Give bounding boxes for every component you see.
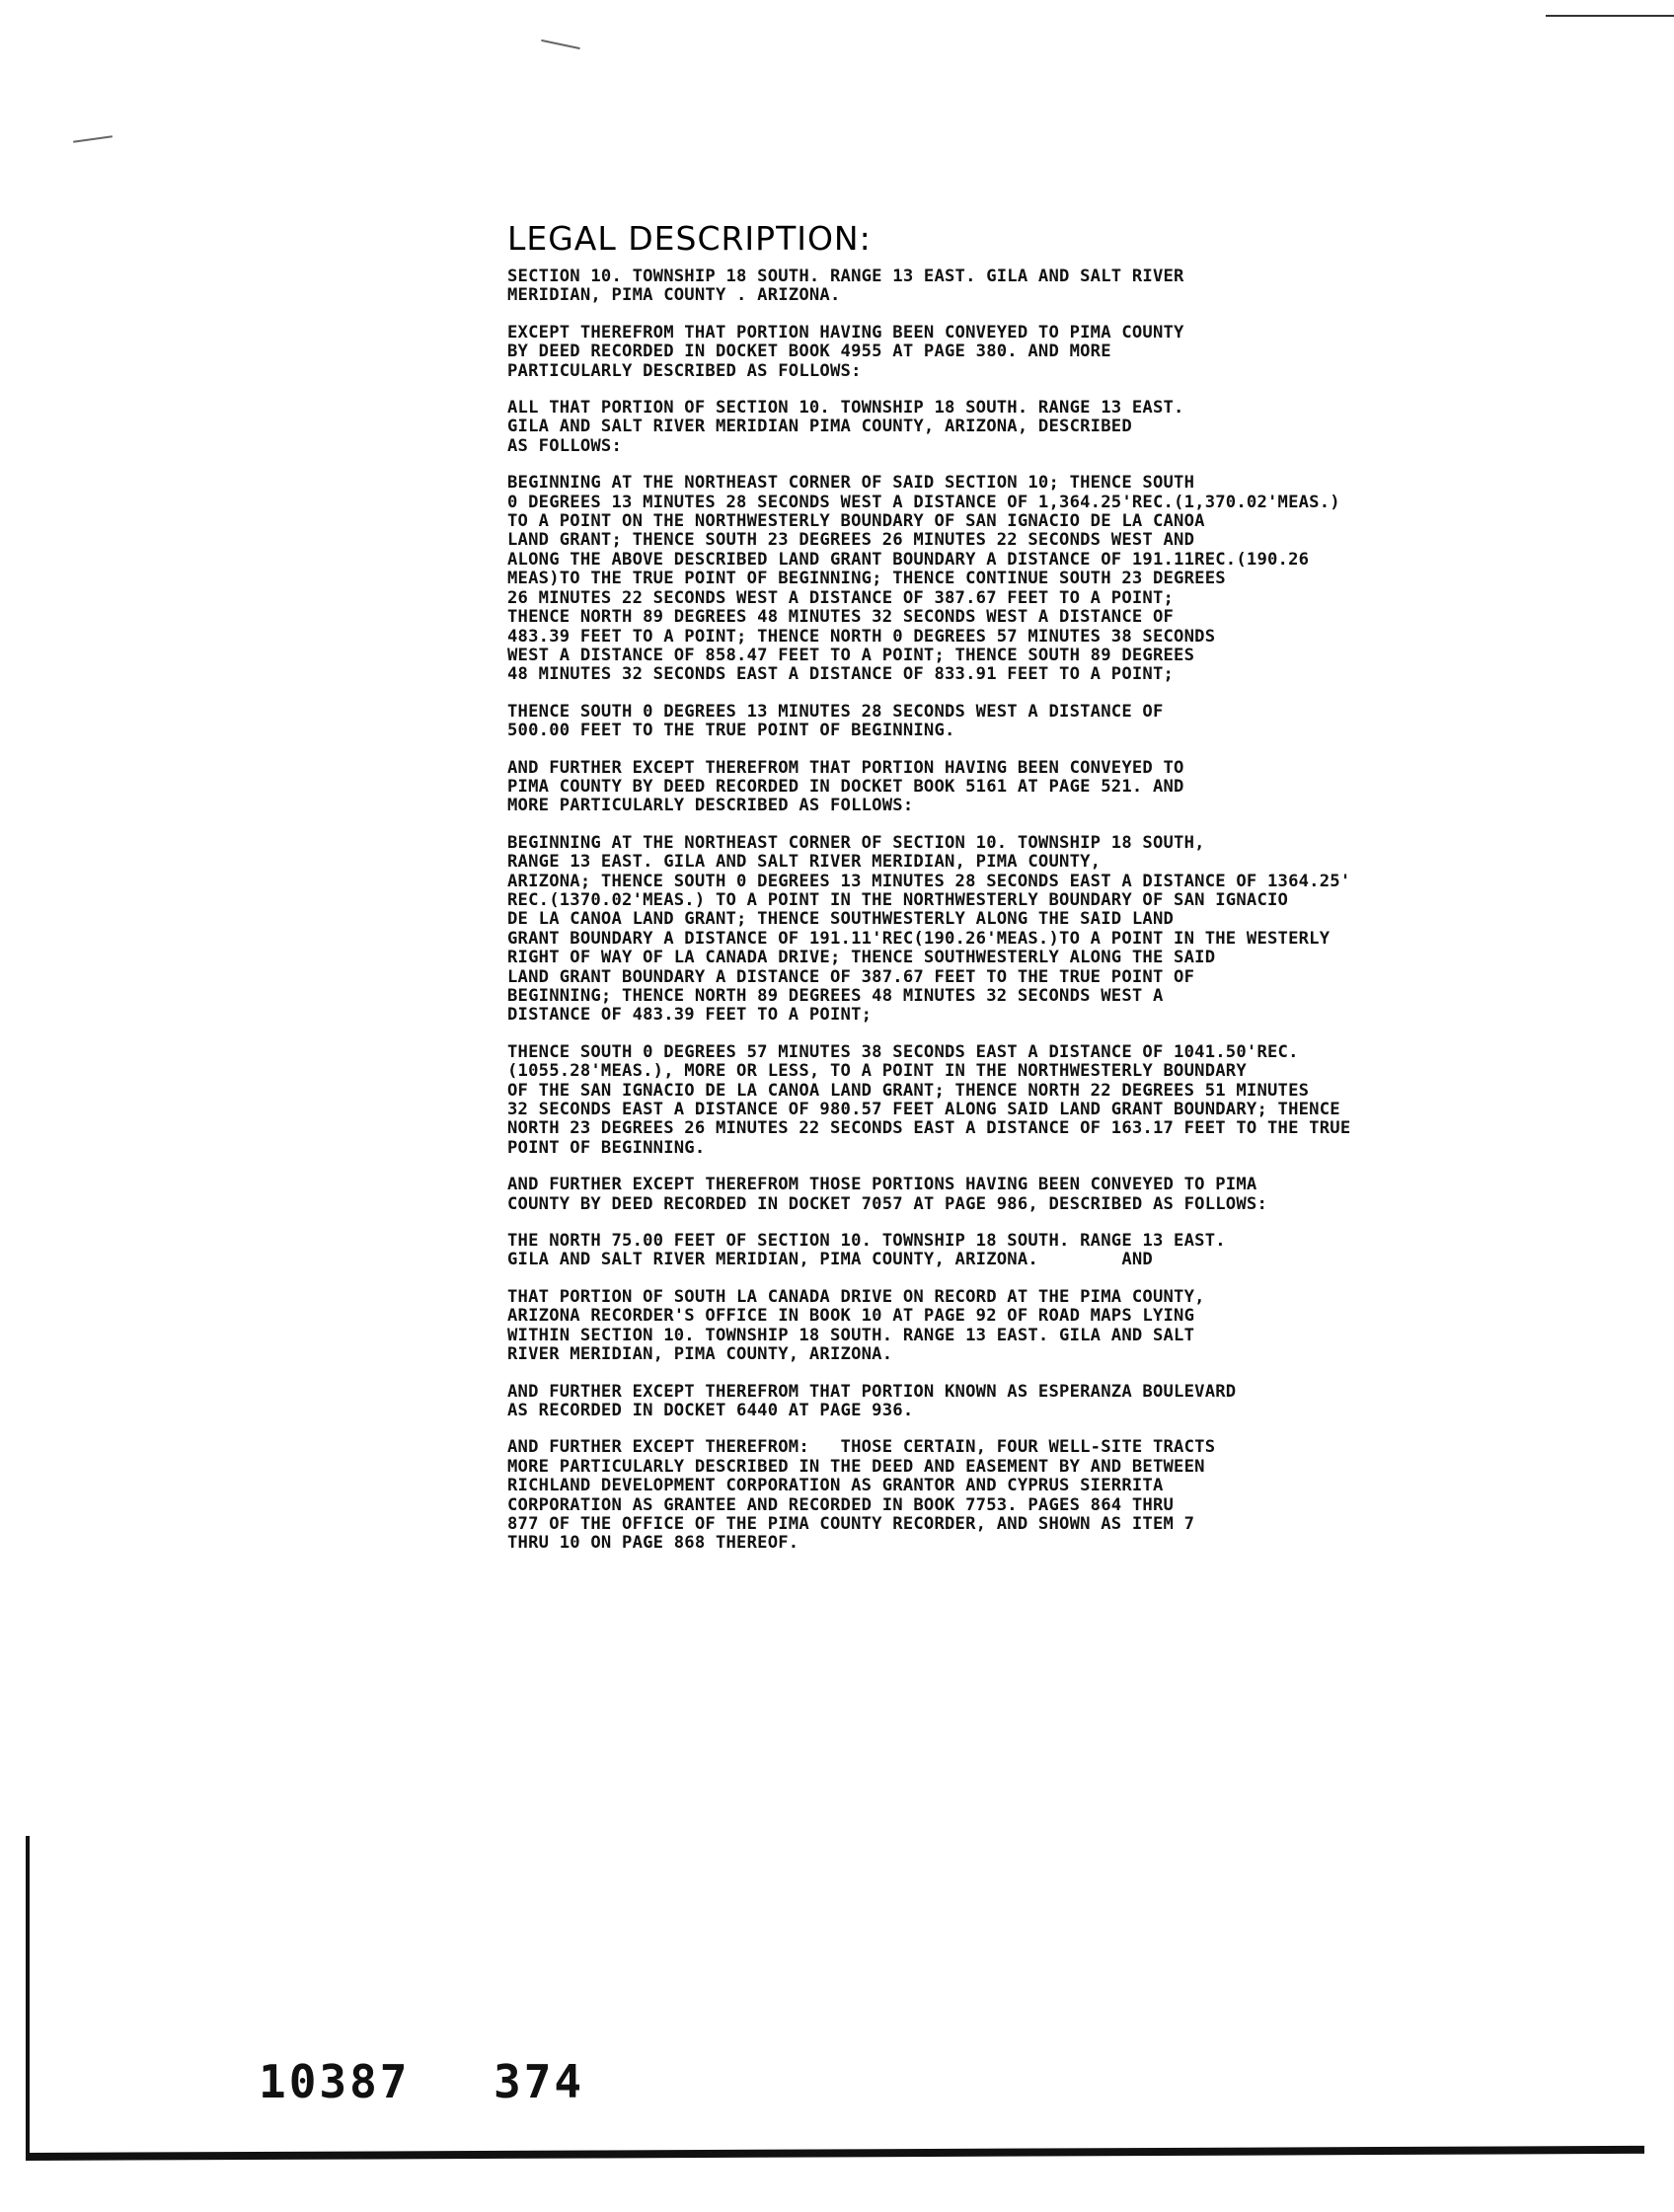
paragraph-2: EXCEPT THEREFROM THAT PORTION HAVING BEEN CONVEYED TO PIMA COUNTY BY DEED RECORDED IN DOCKET BOOK 4955 AT PAGE 380. AND MORE PARTICULARLY DESCRIBED AS FOLLOWS: [507,322,1184,381]
paragraph-8: THENCE SOUTH 0 DEGREES 57 MINUTES 38 SECONDS EAST A DISTANCE OF 1041.50'REC. (1055.28'MEAS.), MORE OR LESS, TO A POINT IN THE NORTHWESTERLY BOUNDARY OF THE SAN IGNACIO DE LA CANOA LAND GRANT; THENCE NORTH 22 DEGREES 51 MINUTES 32 SECONDS EAST A DISTANCE OF 980.57 FEET ALONG SAID LAND GRANT BOUNDARY; THENCE NORTH 23 DEGREES 26 MINUTES 22 SECONDS EAST A DISTANCE OF 163.17 FEET TO THE TRUE POINT OF BEGINNING. [507,1041,1351,1158]
paragraph-7: BEGINNING AT THE NORTHEAST CORNER OF SECTION 10. TOWNSHIP 18 SOUTH, RANGE 13 EAST. GILA AND SALT RIVER MERIDIAN, PIMA COUNTY, ARIZONA; THENCE SOUTH 0 DEGREES 13 MINUTES 28 SECONDS EAST A DISTANCE OF 1364.25' REC.(1370.02'MEAS.) TO A POINT IN THE NORTHWESTERLY BOUNDARY OF SAN IGNACIO DE LA CANOA LAND GRANT; THENCE SOUTHWESTERLY ALONG THE SAID LAND GRANT BOUNDARY A DISTANCE OF 191.11'REC(190.26'MEAS.)TO A POINT IN THE WESTERLY RIGHT OF WAY OF LA CANADA DRIVE; THENCE SOUTHWESTERLY ALONG THE SAID LAND GRANT BOUNDARY A DISTANCE OF 387.67 FEET TO THE TRUE POINT OF BEGINNING; THENCE NORTH 89 DEGREES 48 MINUTES 32 SECONDS WEST A DISTANCE OF 483.39 FEET TO A POINT; [507,832,1351,1026]
legal-description [507,219,1563,1571]
bottom-border-line [26,2146,1644,2161]
paragraph-12: AND FURTHER EXCEPT THEREFROM THAT PORTION KNOWN AS ESPERANZA BOULEVARD AS RECORDED IN DOCKET 6440 AT PAGE 936. [507,1381,1237,1420]
paragraph-5: THENCE SOUTH 0 DEGREES 13 MINUTES 28 SECONDS WEST A DISTANCE OF 500.00 FEET TO THE TRUE POINT OF BEGINNING. [507,701,1164,741]
scan-artifact-line [1546,15,1674,17]
page-number: 374 [494,2055,585,2108]
left-border-line [26,1836,30,2157]
page-title: LEGAL DESCRIPTION: [507,219,872,258]
scan-artifact-mark [541,39,580,49]
scan-artifact-mark [73,135,113,143]
docket-number: 10387 [259,2055,411,2108]
paragraph-10: THE NORTH 75.00 FEET OF SECTION 10. TOWNSHIP 18 SOUTH. RANGE 13 EAST. GILA AND SALT RIVER MERIDIAN, PIMA COUNTY, ARIZONA. AND [507,1231,1226,1270]
paragraph-13: AND FURTHER EXCEPT THEREFROM: THOSE CERTAIN, FOUR WELL-SITE TRACTS MORE PARTICULARLY DESCRIBED IN THE DEED AND EASEMENT BY AND BETWEEN RICHLAND DEVELOPMENT CORPORATION AS GRANTOR AND CYPRUS SIERRITA CORPORATION AS GRANTEE AND RECORDED IN BOOK 7753. PAGES 864 THRU 877 OF THE OFFICE OF THE PIMA COUNTY RECORDER, AND SHOWN AS ITEM 7 THRU 10 ON PAGE 868 THEREOF. [507,1437,1216,1554]
paragraph-1: SECTION 10. TOWNSHIP 18 SOUTH. RANGE 13 EAST. GILA AND SALT RIVER MERIDIAN, PIMA COUNTY . ARIZONA. [507,267,1184,306]
paragraph-4: BEGINNING AT THE NORTHEAST CORNER OF SAID SECTION 10; THENCE SOUTH 0 DEGREES 13 MINUTES 28 SECONDS WEST A DISTANCE OF 1,364.25'REC.(1,370.02'MEAS.) TO A POINT ON THE NORTHWESTERLY BOUNDARY OF SAN IGNACIO DE LA CANOA LAND GRANT; THENCE SOUTH 23 DEGREES 26 MINUTES 22 SECONDS WEST AND ALONG THE ABOVE DESCRIBED LAND GRANT BOUNDARY A DISTANCE OF 191.11REC.(190.26 MEAS)TO THE TRUE POINT OF BEGINNING; THENCE CONTINUE SOUTH 23 DEGREES 26 MINUTES 22 SECONDS WEST A DISTANCE OF 387.67 FEET TO A POINT; THENCE NORTH 89 DEGREES 48 MINUTES 32 SECONDS WEST A DISTANCE OF 483.39 FEET TO A POINT; THENCE NORTH 0 DEGREES 57 MINUTES 38 SECONDS WEST A DISTANCE OF 858.47 FEET TO A POINT; THENCE SOUTH 89 DEGREES 48 MINUTES 32 SECONDS EAST A DISTANCE OF 833.91 FEET TO A POINT; [507,473,1340,685]
paragraph-6: AND FURTHER EXCEPT THEREFROM THAT PORTION HAVING BEEN CONVEYED TO PIMA COUNTY BY DEED RECORDED IN DOCKET BOOK 5161 AT PAGE 521. AND MORE PARTICULARLY DESCRIBED AS FOLLOWS: [507,757,1184,816]
paragraph-11: THAT PORTION OF SOUTH LA CANADA DRIVE ON RECORD AT THE PIMA COUNTY, ARIZONA RECORDER'S OFFICE IN BOOK 10 AT PAGE 92 OF ROAD MAPS LYING WITHIN SECTION 10. TOWNSHIP 18 SOUTH. RANGE 13 EAST. GILA AND SALT RIVER MERIDIAN, PIMA COUNTY, ARIZONA. [507,1286,1205,1365]
paragraph-3: ALL THAT PORTION OF SECTION 10. TOWNSHIP 18 SOUTH. RANGE 13 EAST. GILA AND SALT RIVER MERIDIAN PIMA COUNTY, ARIZONA, DESCRIBED AS FOLLOWS: [507,398,1184,456]
paragraph-9: AND FURTHER EXCEPT THEREFROM THOSE PORTIONS HAVING BEEN CONVEYED TO PIMA COUNTY BY DEED RECORDED IN DOCKET 7057 AT PAGE 986, DESCRIBED AS FOLLOWS: [507,1175,1267,1214]
